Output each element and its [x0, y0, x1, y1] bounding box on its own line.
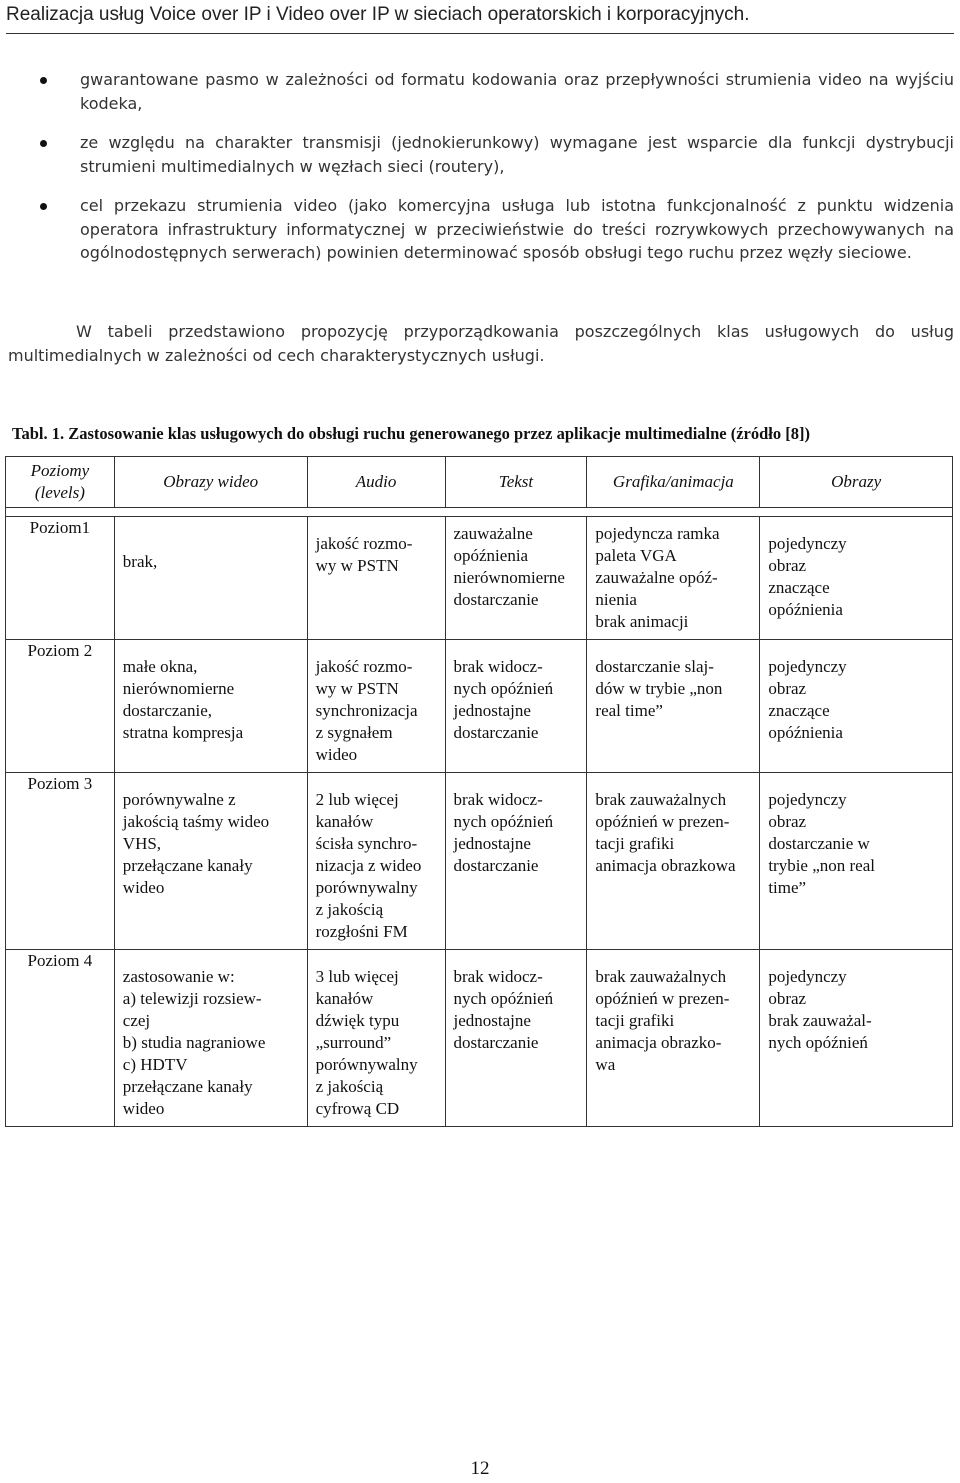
- header-images: Obrazy: [760, 457, 953, 508]
- images-cell: [760, 517, 953, 640]
- cell-line: przełączane kanały: [122, 1077, 253, 1096]
- video-cell: [114, 640, 307, 773]
- cell-line: dostarczanie: [453, 723, 539, 742]
- bullet-text: cel przekazu strumienia video (jako komercyjna usługa lub istotna funkcjonalność z punktu widzenia operatora infrastruktury informatycznej w przeciwieństwie do treści rozrywkowych przechowywanych na ogólnodostępnych serwerach) powinien determinować sposób obsługi tego ruchu przez węzły sieciowe.: [80, 196, 954, 262]
- bullet-item: [0, 131, 960, 178]
- cell-line: pojedynczy: [768, 657, 847, 676]
- cell-line: brak widocz-: [453, 790, 543, 809]
- cell-line: time”: [768, 878, 807, 897]
- cell-line: porównywalny: [315, 878, 418, 897]
- cell-line: nych opóźnień: [453, 679, 554, 698]
- cell-line: nienia: [595, 590, 637, 609]
- table-row: [6, 517, 953, 640]
- cell-line: opóźnienia: [768, 723, 843, 742]
- cell-line: zastosowanie w:: [122, 967, 235, 986]
- bullet-icon: [40, 77, 47, 84]
- table-row: [6, 773, 953, 950]
- text-cell: [445, 517, 587, 640]
- bullet-item: [0, 194, 960, 265]
- service-class-table: [5, 456, 953, 1127]
- cell-line: porównywalny: [315, 1055, 418, 1074]
- cell-line: dostarczanie: [453, 856, 539, 875]
- header-graphics: Grafika/animacja: [587, 457, 760, 508]
- cell-line: c) HDTV: [122, 1055, 188, 1074]
- cell-line: dostarczanie w: [768, 834, 870, 853]
- cell-line: pojedynczy: [768, 534, 847, 553]
- cell-line: dostarczanie slaj-: [595, 657, 714, 676]
- cell-line: obraz: [768, 679, 807, 698]
- cell-line: wideo: [122, 878, 165, 897]
- cell-line: a) telewizji rozsiew-: [122, 989, 262, 1008]
- cell-line: opóźnienia: [768, 600, 843, 619]
- cell-line: wy w PSTN: [315, 556, 399, 575]
- header-levels-label: Poziomy (levels): [30, 461, 90, 502]
- cell-line: dostarczanie,: [122, 701, 212, 720]
- cell-line: znaczące: [768, 701, 830, 720]
- header-text: Tekst: [445, 457, 587, 508]
- text-cell: [445, 640, 587, 773]
- cell-line: kanałów: [315, 989, 374, 1008]
- cell-line: przełączane kanały: [122, 856, 253, 875]
- cell-line: brak zauważal-: [768, 1011, 872, 1030]
- cell-line: opóźnień w prezen-: [595, 989, 730, 1008]
- bullet-list: [0, 68, 960, 281]
- cell-line: brak animacji: [595, 612, 689, 631]
- audio-cell: [307, 640, 445, 773]
- graphics-cell: [587, 517, 760, 640]
- level-cell: Poziom 3: [6, 773, 115, 950]
- images-cell: [760, 640, 953, 773]
- level-cell: Poziom1: [6, 517, 115, 640]
- cell-line: porównywalne z: [122, 790, 236, 809]
- table-body: [6, 508, 953, 1127]
- level-cell: Poziom 4: [6, 950, 115, 1127]
- cell-line: jednostajne: [453, 1011, 531, 1030]
- level-cell: Poziom 2: [6, 640, 115, 773]
- cell-line: brak widocz-: [453, 967, 543, 986]
- cell-line: wideo: [122, 1099, 165, 1118]
- cell-line: dów w trybie „non: [595, 679, 723, 698]
- text-cell: [445, 773, 587, 950]
- video-cell: [114, 950, 307, 1127]
- cell-line: kanałów: [315, 812, 374, 831]
- cell-line: synchronizacja: [315, 701, 418, 720]
- graphics-cell: [587, 640, 760, 773]
- cell-line: dźwięk typu: [315, 1011, 400, 1030]
- cell-line: dostarczanie: [453, 1033, 539, 1052]
- cell-line: z jakością: [315, 900, 384, 919]
- cell-line: animacja obrazko-: [595, 1033, 722, 1052]
- cell-line: jednostajne: [453, 834, 531, 853]
- cell-line: opóźnienia: [453, 546, 529, 565]
- cell-line: z jakością: [315, 1077, 384, 1096]
- cell-line: nierównomierne: [453, 568, 565, 587]
- cell-line: pojedyncza ramka: [595, 524, 720, 543]
- cell-line: brak zauważalnych: [595, 967, 727, 986]
- header-divider: [6, 33, 954, 34]
- cell-line: VHS,: [122, 834, 162, 853]
- page-number: 12: [470, 1458, 490, 1479]
- cell-line: trybie „non real: [768, 856, 875, 875]
- table-row: [6, 640, 953, 773]
- cell-line: jakością taśmy wideo: [122, 812, 270, 831]
- cell-line: tacji grafiki: [595, 834, 675, 853]
- table-caption: Tabl. 1. Zastosowanie klas usługowych do obsługi ruchu generowanego przez aplikacje multimedialne (źródło [8]): [12, 424, 811, 443]
- body-paragraph: W tabeli przedstawiono propozycję przyporządkowania poszczególnych klas usługowych do usług multimedialnych w zależności od cech charakterystycznych usługi.: [8, 322, 954, 365]
- images-cell: [760, 773, 953, 950]
- cell-line: 3 lub więcej: [315, 967, 399, 986]
- cell-line: tacji grafiki: [595, 1011, 675, 1030]
- cell-line: nierównomierne: [122, 679, 235, 698]
- cell-line: brak widocz-: [453, 657, 543, 676]
- cell-line: z sygnałem: [315, 723, 393, 742]
- cell-line: zauważalne: [453, 524, 533, 543]
- cell-line: jakość rozmo-: [315, 657, 413, 676]
- header-gap-cell: [6, 508, 953, 517]
- cell-line: dostarczanie: [453, 590, 539, 609]
- bullet-text: gwarantowane pasmo w zależności od formatu kodowania oraz przepływności strumienia video na wyjściu kodeka,: [80, 70, 954, 113]
- bullet-item: [0, 68, 960, 115]
- cell-line: stratna kompresja: [122, 723, 244, 742]
- graphics-cell: [587, 773, 760, 950]
- cell-line: brak zauważalnych: [595, 790, 727, 809]
- cell-line: znaczące: [768, 578, 830, 597]
- cell-line: paleta VGA: [595, 546, 677, 565]
- cell-line: jakość rozmo-: [315, 534, 413, 553]
- cell-line: ścisła synchro-: [315, 834, 418, 853]
- cell-line: animacja obrazkowa: [595, 856, 736, 875]
- cell-line: opóźnień w prezen-: [595, 812, 730, 831]
- cell-line: obraz: [768, 812, 807, 831]
- table-header-row: [6, 457, 953, 508]
- graphics-cell: [587, 950, 760, 1127]
- cell-line: zauważalne opóź-: [595, 568, 718, 587]
- video-cell: [114, 773, 307, 950]
- audio-cell: [307, 517, 445, 640]
- cell-line: czej: [122, 1011, 151, 1030]
- cell-line: nych opóźnień: [453, 812, 554, 831]
- audio-cell: [307, 950, 445, 1127]
- cell-line: 2 lub więcej: [315, 790, 399, 809]
- cell-line: „surround”: [315, 1033, 392, 1052]
- bullet-text: ze względu na charakter transmisji (jednokierunkowy) wymagane jest wsparcie dla funkcji dystrybucji strumieni multimedialnych w węzłach sieci (routery),: [80, 133, 954, 176]
- cell-line: jednostajne: [453, 701, 531, 720]
- cell-line: obraz: [768, 989, 807, 1008]
- video-cell: [114, 517, 307, 640]
- text-cell: [445, 950, 587, 1127]
- cell-line: rozgłośni FM: [315, 922, 408, 941]
- cell-line: nych opóźnień: [453, 989, 554, 1008]
- running-header: Realizacja usług Voice over IP i Video over IP w sieciach operatorskich i korporacyjnych.: [6, 4, 750, 25]
- bullet-icon: [40, 203, 47, 210]
- cell-line: nych opóźnień: [768, 1033, 868, 1052]
- cell-line: pojedynczy: [768, 967, 847, 986]
- cell-line: brak,: [122, 552, 158, 571]
- cell-line: nizacja z wideo: [315, 856, 422, 875]
- cell-line: wa: [595, 1055, 616, 1074]
- bullet-icon: [40, 140, 47, 147]
- header-gap-row: [6, 508, 953, 517]
- cell-line: b) studia nagraniowe: [122, 1033, 266, 1052]
- table-row: [6, 950, 953, 1127]
- cell-line: real time”: [595, 701, 663, 720]
- cell-line: wideo: [315, 745, 358, 764]
- header-video: Obrazy wideo: [114, 457, 307, 508]
- cell-line: wy w PSTN: [315, 679, 399, 698]
- cell-line: cyfrową CD: [315, 1099, 400, 1118]
- header-levels: [6, 457, 115, 508]
- cell-line: pojedynczy: [768, 790, 847, 809]
- cell-line: małe okna,: [122, 657, 198, 676]
- cell-line: obraz: [768, 556, 807, 575]
- header-audio: Audio: [307, 457, 445, 508]
- images-cell: [760, 950, 953, 1127]
- audio-cell: [307, 773, 445, 950]
